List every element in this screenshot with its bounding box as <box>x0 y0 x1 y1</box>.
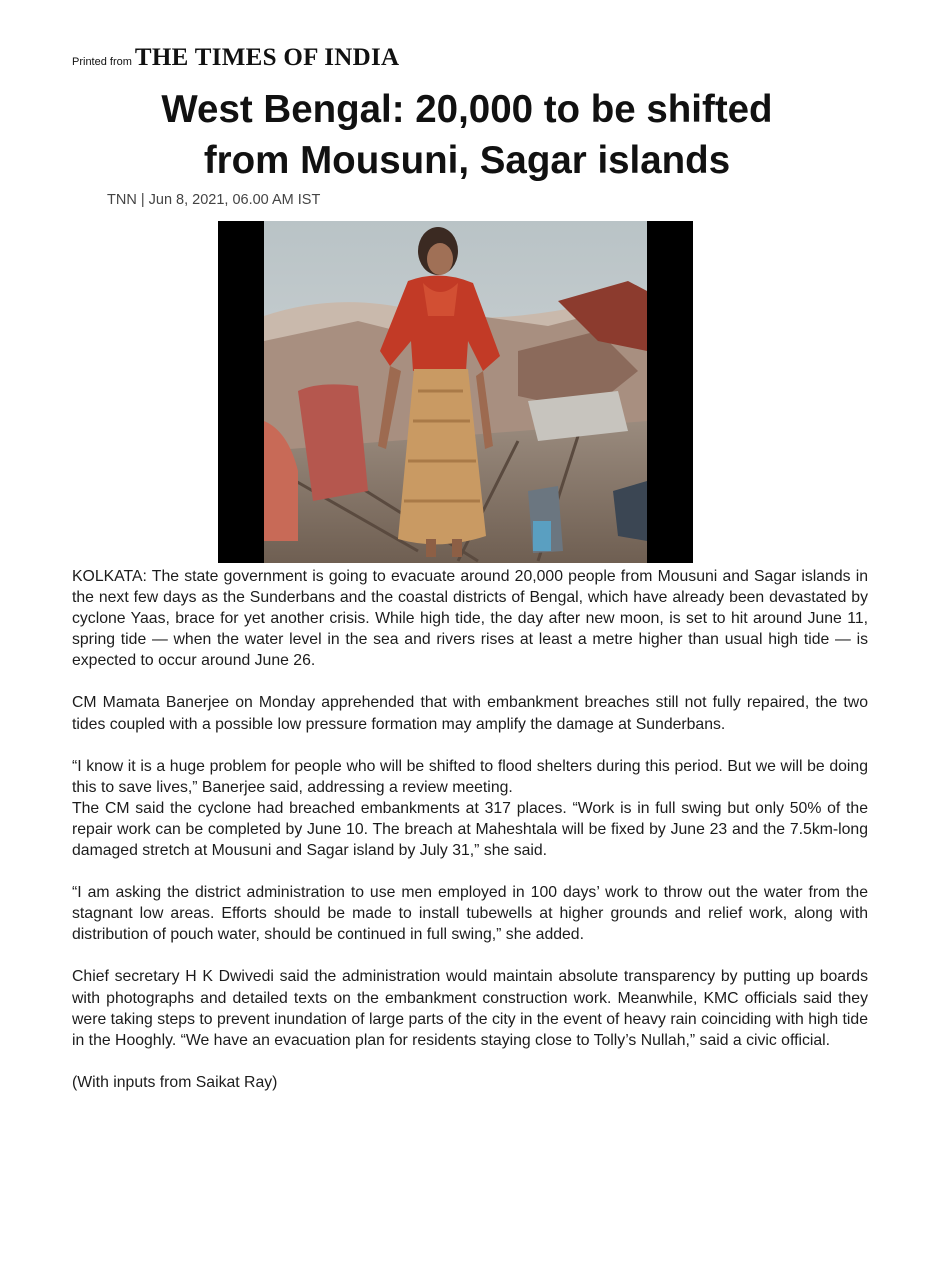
article-headline <box>40 84 894 186</box>
article-credit: (With inputs from Saikat Ray) <box>72 1073 278 1091</box>
article-paragraph: “I know it is a huge problem for people who will be shifted to flood shelters during this period. But we will be doing this to save lives,” Banerjee said, addressing a review meeting. <box>72 757 868 796</box>
news-photo-image <box>218 221 693 563</box>
printed-from-label: Printed from <box>72 56 132 68</box>
headline-line-2: from Mousuni, Sagar islands <box>203 139 731 182</box>
news-photo <box>218 221 693 563</box>
article-byline: TNN | Jun 8, 2021, 06.00 AM IST <box>107 192 321 208</box>
headline-line-1: West Bengal: 20,000 to be shifted <box>161 88 773 131</box>
article-paragraph: Chief secretary H K Dwivedi said the administration would maintain absolute transparency by putting up boards with photographs and detailed texts on the embankment construction work. Meanwhile, KMC officials said they were taking steps to prevent inundation of large parts of the city in the event of heavy rain coinciding with high tide in the Hooghly. “We have an evacuation plan for residents staying close to Tolly’s Nullah,” said a civic official. <box>72 968 868 1049</box>
article-body <box>72 566 868 1114</box>
newspaper-logo: THE TIMES OF INDIA <box>134 44 400 71</box>
article-paragraph: “I am asking the district administration to use men employed in 100 days’ work to throw out the water from the stagnant low areas. Efforts should be made to install tubewells at higher grounds and relief work, along with distribution of pouch water, should be continued in full swing,” she added. <box>72 884 868 944</box>
article-paragraph: KOLKATA: The state government is going to evacuate around 20,000 people from Mousuni and Sagar islands in the next few days as the Sunderbans and the coastal districts of Bengal, which have already been devastated by cyclone Yaas, brace for yet another crisis. While high tide, the day after new moon, is set to hit around June 11, spring tide — when the water level in the sea and rivers rises at least a metre higher than usual high tide — is expected to occur around June 26. <box>72 568 868 670</box>
article-paragraph: The CM said the cyclone had breached embankments at 317 places. “Work is in full swing but only 50% of the repair work can be completed by June 10. The breach at Maheshtala will be fixed by June 23 and the 7.5km-long damaged stretch at Mousuni and Sagar island by July 31,” she said. <box>72 799 868 860</box>
masthead <box>72 44 399 72</box>
article-paragraph: CM Mamata Banerjee on Monday apprehended that with embankment breaches still not fully repaired, the two tides coupled with a possible low pressure formation may amplify the damage at Sunderbans. <box>72 694 868 733</box>
